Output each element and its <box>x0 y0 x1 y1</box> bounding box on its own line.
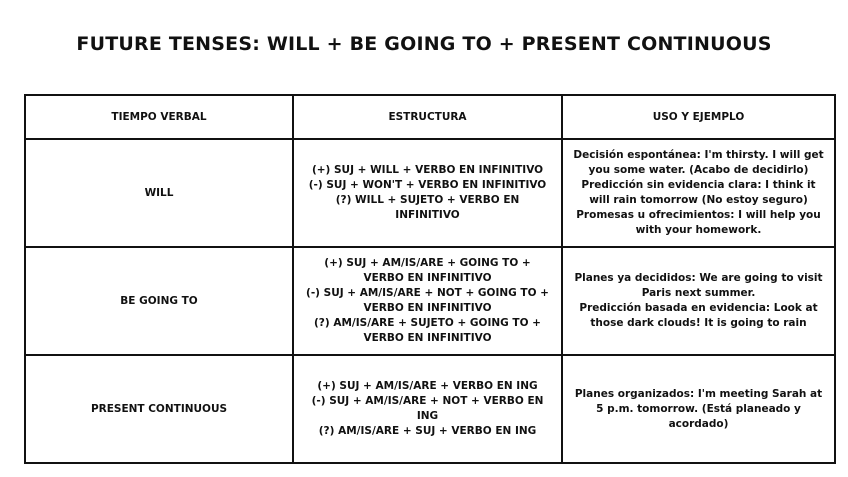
structure-cell <box>293 355 562 463</box>
usage-line: Promesas u ofrecimientos: I will help you with your homework. <box>576 209 821 236</box>
usage-line: Planes ya decididos: We are going to visit Paris next summer. <box>574 272 823 299</box>
structure-line: (?) WILL + SUJETO + VERBO EN INFINITIVO <box>335 194 520 221</box>
usage-cell <box>562 139 835 247</box>
tense-cell: BE GOING TO <box>25 247 293 355</box>
table-header-row <box>25 95 835 139</box>
structure-line: (+) SUJ + WILL + VERBO EN INFINITIVO <box>311 164 544 176</box>
tense-cell: WILL <box>25 139 293 247</box>
header-estructura: ESTRUCTURA <box>293 95 562 139</box>
structure-line: (-) SUJ + WON'T + VERBO EN INFINITIVO <box>308 179 547 191</box>
usage-line: Predicción sin evidencia clara: I think it will rain tomorrow (No estoy seguro) <box>581 179 816 206</box>
tenses-table <box>24 94 836 464</box>
structure-line: (-) SUJ + AM/IS/ARE + NOT + GOING TO + VERBO EN INFINITIVO <box>306 287 549 314</box>
structure-line: (-) SUJ + AM/IS/ARE + NOT + VERBO EN ING <box>311 395 544 422</box>
structure-cell <box>293 247 562 355</box>
structure-line: (+) SUJ + AM/IS/ARE + GOING TO + VERBO EN INFINITIVO <box>324 257 531 284</box>
structure-line: (?) AM/IS/ARE + SUJ + VERBO EN ING <box>318 425 537 437</box>
usage-line: Decisión espontánea: I'm thirsty. I will get you some water. (Acabo de decidirlo) <box>573 149 824 176</box>
usage-cell <box>562 355 835 463</box>
usage-line: Predicción basada en evidencia: Look at those dark clouds! It is going to rain <box>579 302 818 329</box>
usage-line: Planes organizados: I'm meeting Sarah at 5 p.m. tomorrow. (Está planeado y acordado) <box>574 387 823 430</box>
header-tiempo-verbal: TIEMPO VERBAL <box>25 95 293 139</box>
tense-cell: PRESENT CONTINUOUS <box>25 355 293 463</box>
structure-line: (+) SUJ + AM/IS/ARE + VERBO EN ING <box>317 380 538 392</box>
structure-line: (?) AM/IS/ARE + SUJETO + GOING TO + VERBO EN INFINITIVO <box>314 317 541 344</box>
table-row-present-continuous <box>25 355 835 463</box>
table-row-be-going-to <box>25 247 835 355</box>
structure-cell <box>293 139 562 247</box>
table-row-will <box>25 139 835 247</box>
page-title: FUTURE TENSES: WILL + BE GOING TO + PRESENT CONTINUOUS <box>76 33 772 55</box>
usage-cell <box>562 247 835 355</box>
header-uso-y-ejemplo: USO Y EJEMPLO <box>562 95 835 139</box>
